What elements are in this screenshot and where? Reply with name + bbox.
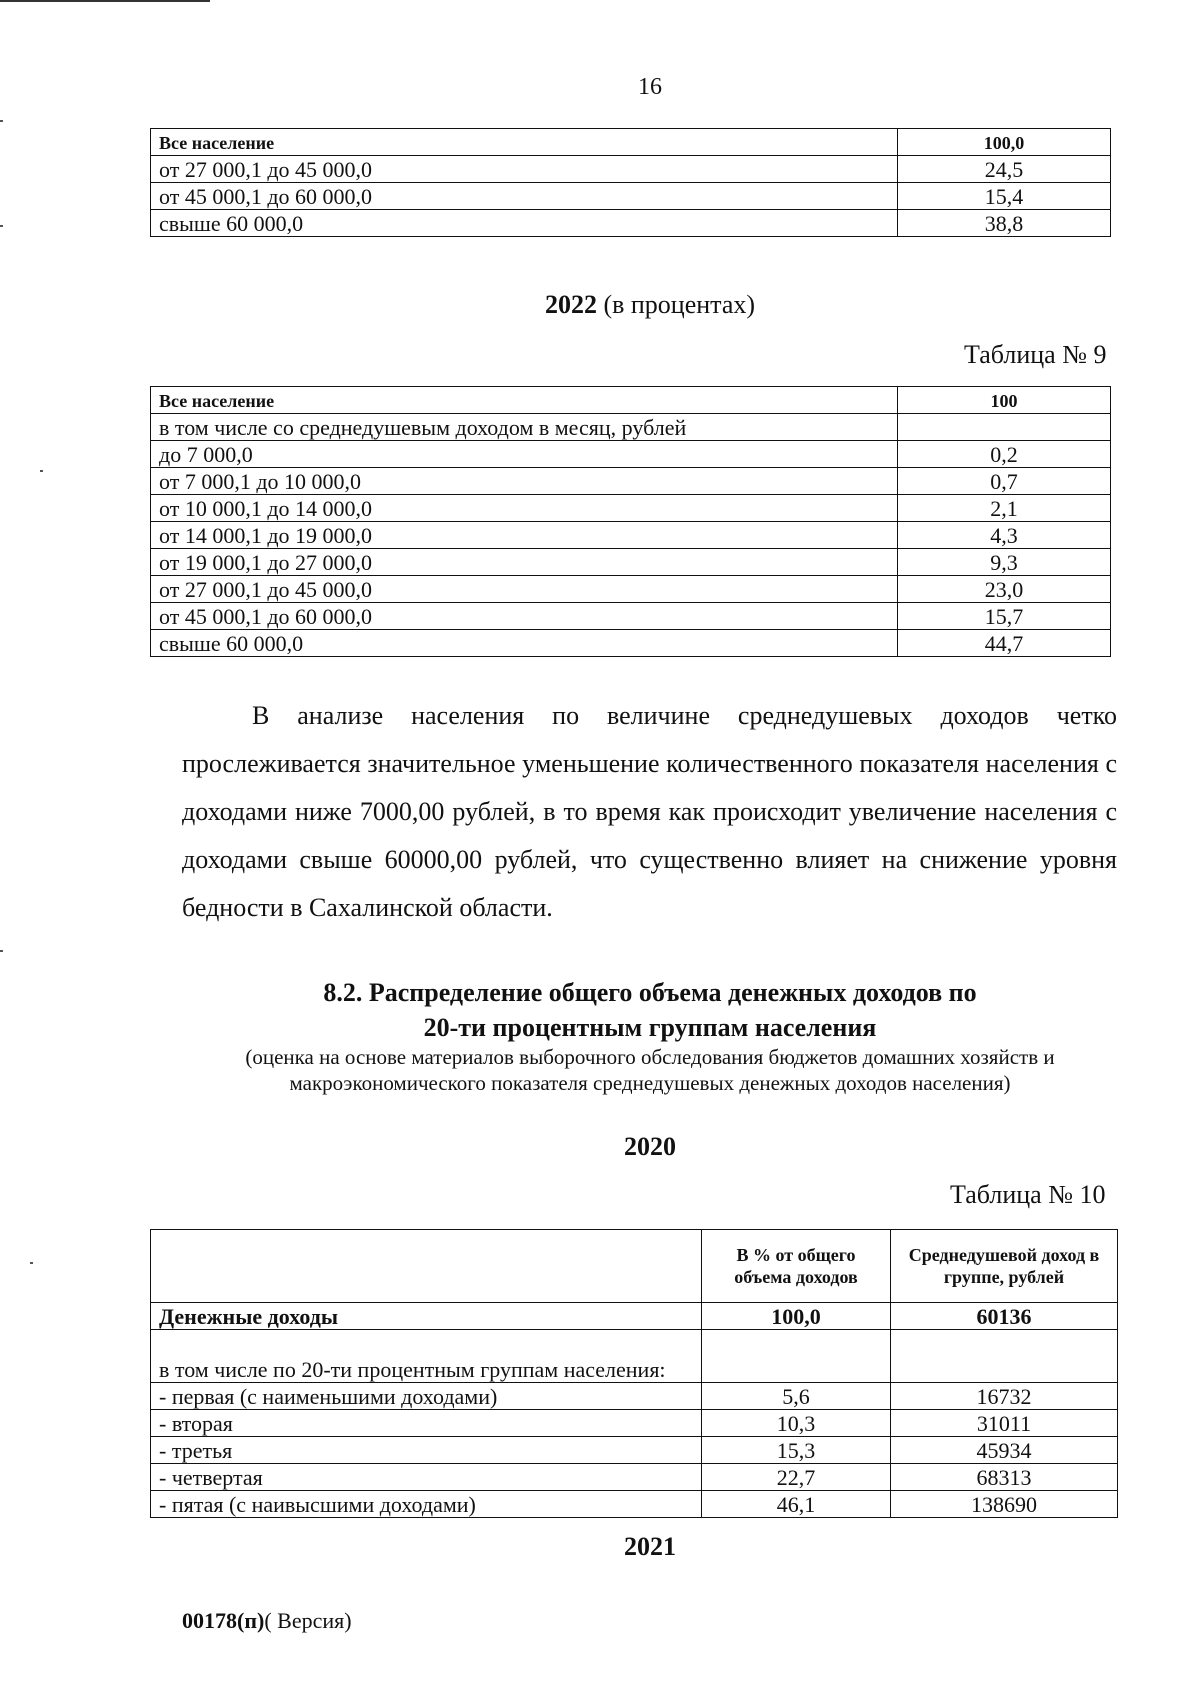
table-row	[151, 1464, 1118, 1491]
row-label: - пятая (с наивысшими доходами)	[151, 1491, 702, 1518]
section-title-line: 20-ти процентным группам населения	[423, 1013, 877, 1042]
row-income: 45934	[891, 1437, 1118, 1464]
row-income: 68313	[891, 1464, 1118, 1491]
top-edge-line	[0, 0, 210, 2]
year-heading-2022	[0, 290, 1200, 320]
row-value: 15,7	[898, 603, 1111, 630]
year-suffix: (в процентах)	[603, 290, 756, 319]
scan-mark	[0, 950, 3, 952]
income-distribution-table-9	[150, 386, 1111, 657]
row-label: - вторая	[151, 1410, 702, 1437]
section-note	[0, 1044, 1200, 1096]
row-label: Все население	[151, 387, 898, 414]
scan-mark	[0, 120, 3, 122]
row-label: от 27 000,1 до 45 000,0	[151, 156, 898, 183]
row-label: свыше 60 000,0	[151, 210, 898, 237]
table-row	[151, 522, 1111, 549]
table-row	[151, 387, 1111, 414]
row-label: от 14 000,1 до 19 000,0	[151, 522, 898, 549]
row-value: 4,3	[898, 522, 1111, 549]
row-label: от 19 000,1 до 27 000,0	[151, 549, 898, 576]
row-income	[891, 1330, 1118, 1383]
section-title	[0, 975, 1200, 1045]
income-distribution-table-continued	[150, 128, 1111, 237]
table-row	[151, 495, 1111, 522]
row-label: от 45 000,1 до 60 000,0	[151, 183, 898, 210]
row-value: 9,3	[898, 549, 1111, 576]
table-row	[151, 1303, 1118, 1330]
footer-text: 00178(п)( Версия)	[182, 1608, 352, 1633]
table-row	[151, 1437, 1118, 1464]
row-value: 38,8	[898, 210, 1111, 237]
table-10-caption: Таблица № 10	[950, 1180, 1106, 1209]
row-pct: 22,7	[702, 1464, 891, 1491]
row-label: от 27 000,1 до 45 000,0	[151, 576, 898, 603]
year-heading-2020: 2020	[624, 1132, 676, 1161]
row-value	[898, 414, 1111, 441]
row-value: 100,0	[898, 129, 1111, 156]
scan-mark	[40, 470, 43, 472]
row-label: свыше 60 000,0	[151, 630, 898, 657]
income-quintile-table-10	[150, 1229, 1118, 1518]
table-row	[151, 414, 1111, 441]
section-title-line: 8.2. Распределение общего объема денежных доходов по	[323, 978, 977, 1007]
scan-mark	[30, 1262, 33, 1264]
row-label: от 7 000,1 до 10 000,0	[151, 468, 898, 495]
column-header: В % от общего объема доходов	[702, 1230, 891, 1303]
row-value: 0,7	[898, 468, 1111, 495]
row-label: от 10 000,1 до 14 000,0	[151, 495, 898, 522]
row-value: 23,0	[898, 576, 1111, 603]
row-label: Все население	[151, 129, 898, 156]
table-9-caption: Таблица № 9	[964, 340, 1107, 369]
year-label: 2022	[544, 290, 597, 319]
table-row	[151, 156, 1111, 183]
document-footer	[182, 1608, 352, 1634]
table-row	[151, 129, 1111, 156]
row-label: в том числе со среднедушевым доходом в месяц, рублей	[151, 414, 898, 441]
table-row	[151, 183, 1111, 210]
page-number: 16	[638, 74, 662, 100]
row-label: - четвертая	[151, 1464, 702, 1491]
table-row	[151, 603, 1111, 630]
row-pct: 46,1	[702, 1491, 891, 1518]
row-label: - первая (с наименьшими доходами)	[151, 1383, 702, 1410]
row-pct: 5,6	[702, 1383, 891, 1410]
column-header: Среднедушевой доход в группе, рублей	[891, 1230, 1118, 1303]
row-label: от 45 000,1 до 60 000,0	[151, 603, 898, 630]
table-row	[151, 1383, 1118, 1410]
table-row	[151, 1410, 1118, 1437]
row-value: 24,5	[898, 156, 1111, 183]
row-label: Денежные доходы	[151, 1303, 702, 1330]
row-value: 0,2	[898, 441, 1111, 468]
table-header-row	[151, 1230, 1118, 1303]
row-value: 100	[898, 387, 1111, 414]
table-row	[151, 468, 1111, 495]
table-row	[151, 576, 1111, 603]
row-label: - третья	[151, 1437, 702, 1464]
table-row	[151, 549, 1111, 576]
year-heading-2021: 2021	[624, 1532, 676, 1561]
row-pct: 10,3	[702, 1410, 891, 1437]
row-value: 15,4	[898, 183, 1111, 210]
scan-mark	[0, 225, 3, 227]
analysis-paragraph: В анализе населения по величине среднедушевых доходов четко прослеживается значительное уменьшение количественного показателя населения с доходами ниже 7000,00 рублей, в то время как происходит увеличение населения с доходами свыше 60000,00 рублей, что существенно влияет на снижение уровня бедности в Сахалинской области.	[182, 701, 1117, 922]
table-row	[151, 630, 1111, 657]
row-value: 2,1	[898, 495, 1111, 522]
row-value: 44,7	[898, 630, 1111, 657]
row-pct: 15,3	[702, 1437, 891, 1464]
section-note-line: макроэкономического показателя среднедушевых денежных доходов населения)	[289, 1071, 1011, 1095]
row-label: в том числе по 20-ти процентным группам населения:	[151, 1330, 702, 1383]
row-income: 138690	[891, 1491, 1118, 1518]
table-row	[151, 1491, 1118, 1518]
table-row	[151, 441, 1111, 468]
row-income: 31011	[891, 1410, 1118, 1437]
table-row	[151, 210, 1111, 237]
row-pct: 100,0	[702, 1303, 891, 1330]
table-row	[151, 1330, 1118, 1383]
empty-header-cell	[151, 1230, 702, 1303]
row-income: 16732	[891, 1383, 1118, 1410]
row-pct	[702, 1330, 891, 1383]
row-label: до 7 000,0	[151, 441, 898, 468]
section-note-line: (оценка на основе материалов выборочного обследования бюджетов домашних хозяйств и	[245, 1045, 1055, 1069]
row-income: 60136	[891, 1303, 1118, 1330]
